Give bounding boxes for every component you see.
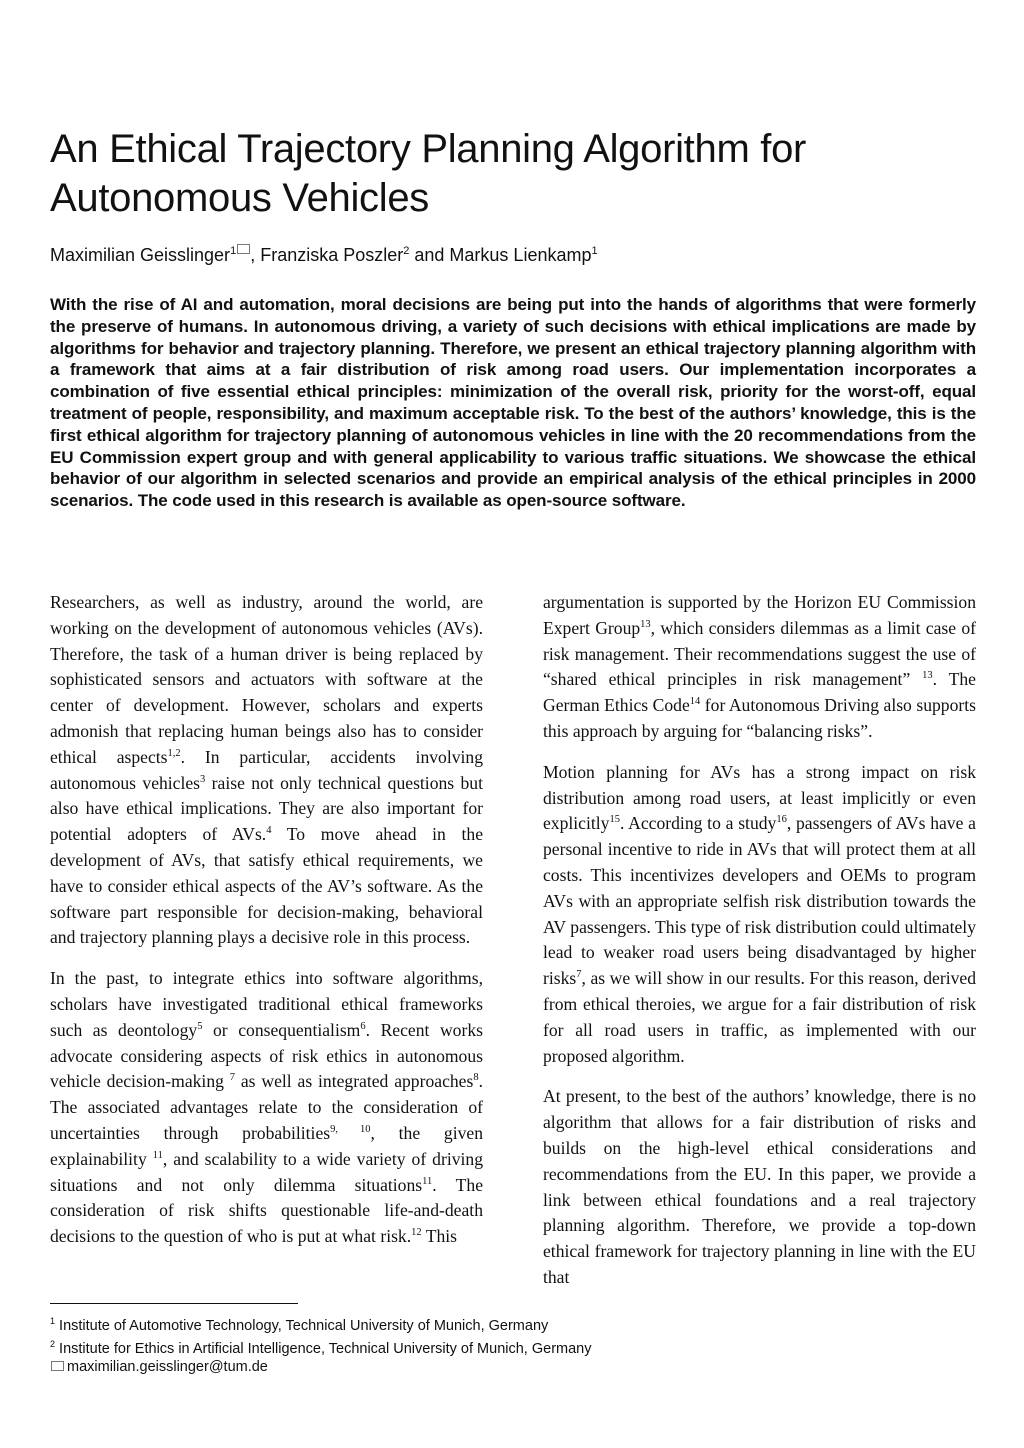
affiliation-mark: 1 [591, 245, 598, 257]
text-run: Researchers, as well as industry, around the world, are working on the development of autonomous vehicles (AVs). Therefore, the task of a human driver is being replaced by sophisticated sensors and actuators with software at the center of development. However, scholars and experts admonish that replacing human beings also has to consider ethical aspects [50, 592, 483, 767]
text-run: . Recent works advocate considering aspects of risk ethics in autonomous vehicle decision-making [50, 1019, 483, 1092]
text-run: In the past, to integrate ethics into software algorithms, scholars have investigated traditional ethical frameworks such as deontology [50, 968, 483, 1040]
footnotes [50, 1312, 591, 1376]
footnote-mark: 2 [50, 1338, 56, 1349]
text-run: for Autonomous Driving also supports this approach by arguing for “balancing risks”. [543, 695, 976, 741]
text-run: This [421, 1226, 457, 1247]
citation-mark: 14 [689, 696, 701, 708]
citation-mark: 4 [266, 825, 272, 837]
text-run: , passengers of AVs have a personal incentive to ride in AVs that will protect them at all costs. This incentivizes developers and OEMs to program AVs with an appropriate selfish risk distribution towards the AV passengers. This type of risk distribution could ultimately lead to weaker road users being disadvantaged by higher risks [543, 813, 976, 989]
footnote [50, 1312, 591, 1335]
text-run: . The associated advantages relate to the consideration of uncertainties through probabilities [50, 1071, 483, 1143]
footnote [50, 1335, 591, 1358]
footnote-rule [50, 1303, 298, 1304]
text-run: At present, to the best of the authors’ knowledge, there is no algorithm that allows for a fair distribution of risks and builds on the high-level ethical considerations and recommendations from the EU. In this paper, we provide a link between ethical foundations and a real trajectory planning algorithm. Therefore, we provide a top-down ethical framework for trajectory planning in line with the EU that [543, 1086, 976, 1287]
email-icon [51, 1361, 64, 1371]
text-run: , and scalability to a wide variety of driving situations and not only dilemma situations [50, 1148, 483, 1195]
citation-mark: 8 [473, 1072, 479, 1084]
text-run: raise not only technical questions but also have ethical implications. They are also important for potential adopters of AVs. [50, 772, 483, 845]
citation-mark: 13 [640, 618, 651, 630]
citation-mark: 7 [229, 1072, 236, 1084]
citation-mark: 5 [197, 1020, 203, 1032]
paragraph [543, 590, 976, 745]
footnote-text: Institute of Automotive Technology, Technical University of Munich, Germany [59, 1317, 549, 1334]
author-name: Maximilian Geisslinger [50, 245, 231, 265]
text-run: , as we will show in our results. For this reason, derived from ethical theroies, we argue for a fair distribution of risk for all road users in traffic, as implemented with our proposed algorithm. [543, 968, 976, 1066]
citation-mark: 11 [152, 1149, 163, 1161]
text-run: , which considers dilemmas as a limit case of risk management. Their recommendations suggest the use of “shared ethical principles in risk management” [543, 617, 976, 690]
email-icon [237, 244, 250, 254]
citation-mark: 1,2 [167, 747, 181, 759]
citation-mark: 12 [411, 1227, 422, 1239]
body-column-right [543, 590, 976, 1306]
paragraph [50, 590, 483, 951]
text-run: Motion planning for AVs has a strong impact on risk distribution among road users, at least implicitly or even explicitly [543, 761, 976, 834]
footnote [50, 1358, 591, 1376]
text-run: or consequentialism [202, 1019, 361, 1040]
citation-mark: 13 [922, 670, 933, 682]
text-run: argumentation is supported by the Horizon EU Commission Expert Group [543, 592, 976, 638]
affiliation-mark: 2 [403, 245, 410, 257]
text-run: as well as integrated approaches [235, 1071, 474, 1092]
email-link[interactable]: maximilian.geisslinger@tum.de [67, 1358, 268, 1375]
footnote-text: Institute for Ethics in Artificial Intelligence, Technical University of Munich, Germany [59, 1340, 592, 1357]
paragraph [50, 966, 483, 1250]
citation-mark: 16 [776, 814, 787, 826]
abstract: With the rise of AI and automation, moral decisions are being put into the hands of algorithms that were formerly the preserve of humans. In autonomous driving, a variety of such decisions with ethical implications are made by algorithms for behavior and trajectory planning. Therefore, we present an ethical trajectory planning algorithm with a framework that aims at a fair distribution of risk among road users. Our implementation incorporates a combination of five essential ethical principles: minimization of the overall risk, priority for the worst-off, equal treatment of people, responsibility, and maximum acceptable risk. To the best of the authors’ knowledge, this is the first ethical algorithm for trajectory planning of autonomous vehicles in line with the 20 recommendations from the EU Commission expert group and with general applicability to various traffic situations. We showcase the ethical behavior of our algorithm in selected scenarios and provide an empirical analysis of the ethical principles in 2000 scenarios. The code used in this research is available as open-source software. [50, 295, 976, 511]
separator: and [409, 245, 450, 265]
text-run: To move ahead in the development of AVs, that satisfy ethical requirements, we have to consider ethical aspects of the AV’s software. As the software part responsible for decision-making, behavioral and trajectory planning plays a decisive role in this process. [50, 824, 483, 948]
text-run: . The consideration of risk shifts questionable life-and-death decisions to the question of who is put at what risk. [50, 1174, 484, 1247]
author-name: Franziska Poszler [260, 245, 404, 265]
text-run: , the given explainability [50, 1122, 483, 1169]
text-run: . In particular, accidents involving autonomous vehicles [50, 746, 483, 793]
text-run: . According to a study [619, 813, 777, 834]
citation-mark: 9, 10 [330, 1123, 371, 1135]
paper-title: An Ethical Trajectory Planning Algorithm for Autonomous Vehicles [50, 126, 807, 220]
citation-mark: 11 [422, 1175, 433, 1187]
separator: , [250, 245, 261, 265]
author-name: Markus Lienkamp [449, 245, 592, 265]
citation-mark: 7 [576, 969, 582, 981]
paragraph [543, 1084, 976, 1290]
affiliation-mark: 1 [230, 245, 237, 257]
paragraph [543, 760, 976, 1070]
footnote-mark: 1 [50, 1316, 56, 1326]
body-column-left [50, 590, 483, 1265]
citation-mark: 15 [609, 814, 620, 826]
text-run: . The German Ethics Code [543, 669, 976, 716]
citation-mark: 3 [200, 773, 206, 785]
author-list [50, 245, 598, 266]
citation-mark: 6 [360, 1020, 366, 1032]
